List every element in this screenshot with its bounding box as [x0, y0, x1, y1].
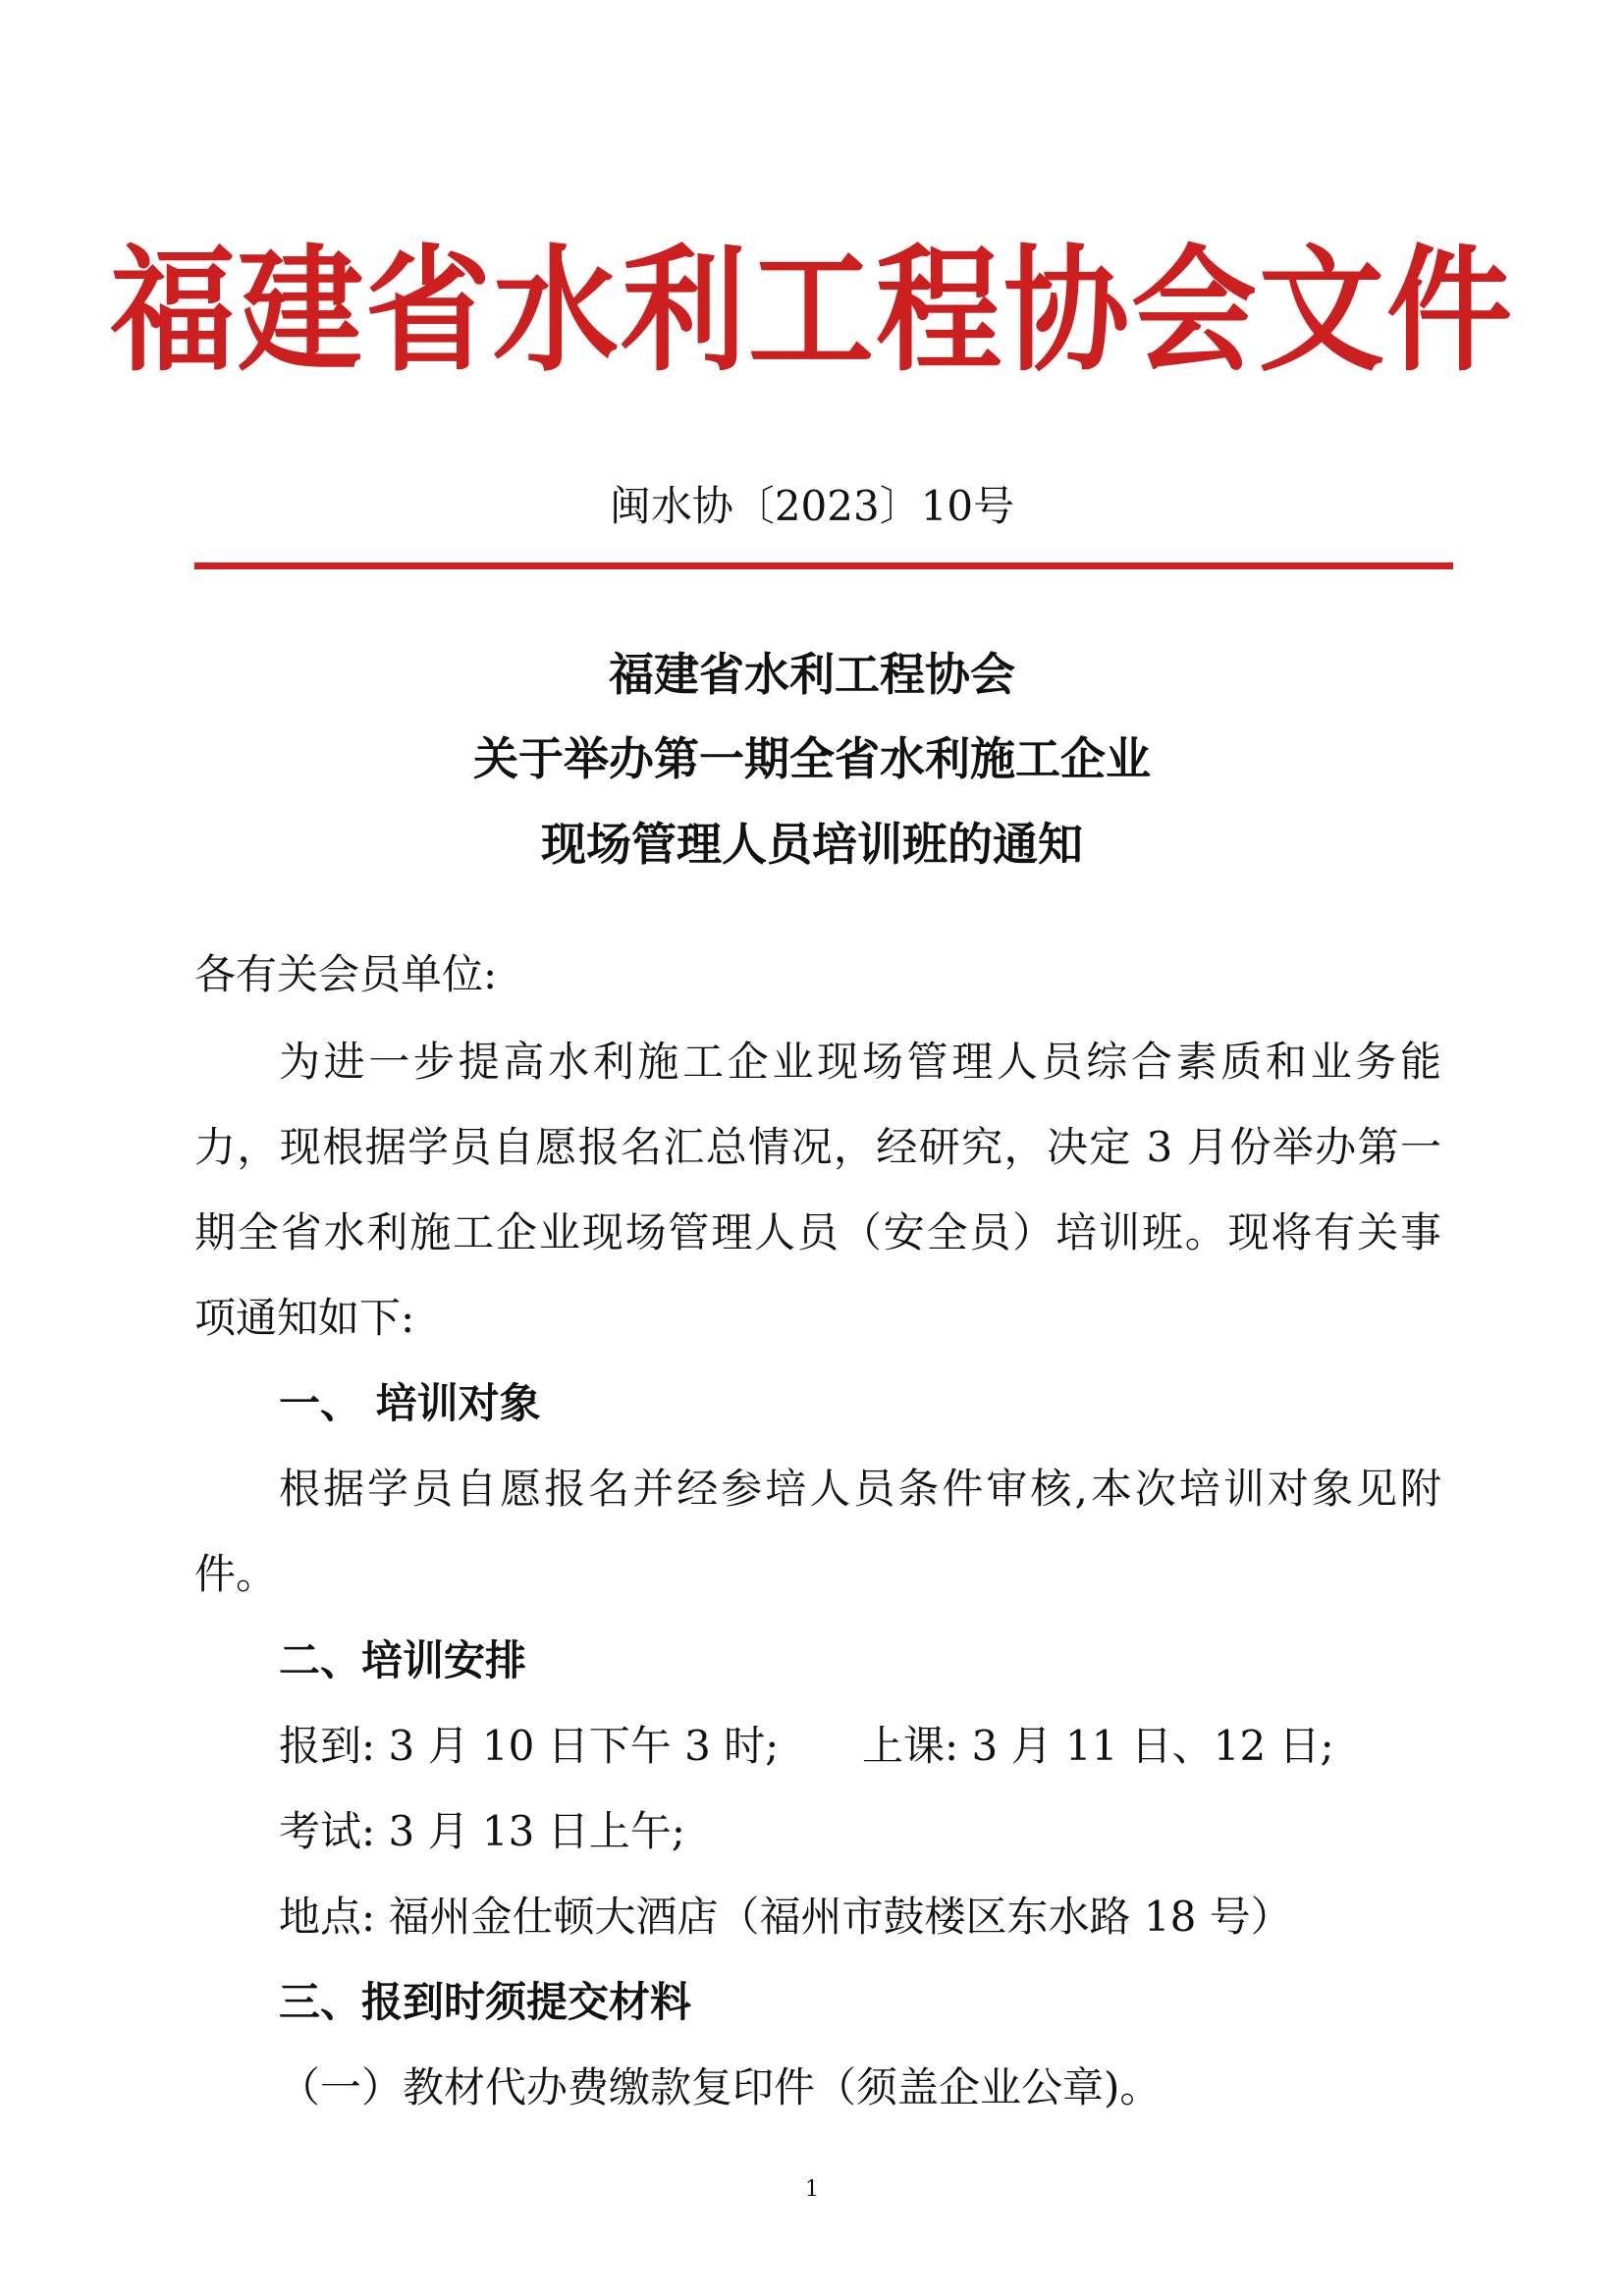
section-2-heading: 二、培训安排 [279, 1636, 527, 1684]
intro-line-4: 项通知如下: [194, 1294, 415, 1342]
section-3-heading: 三、报到时须提交材料 [279, 1978, 692, 2026]
notice-title-line-3: 现场管理人员培训班的通知 [541, 818, 1083, 871]
page-number: 1 [805, 2177, 819, 2202]
notice-title-line-1: 福建省水利工程协会 [609, 648, 1015, 701]
intro-line-1: 为进一步提高水利施工企业现场管理人员综合素质和业务能 [279, 1038, 1441, 1086]
red-divider-rule [194, 562, 1453, 569]
registration-time: 报到: 3 月 10 日下午 3 时; [279, 1722, 780, 1770]
salutation: 各有关会员单位: [194, 950, 498, 998]
exam-time: 考试: 3 月 13 日上午; [279, 1807, 685, 1855]
intro-line-2: 力，现根据学员自愿报名汇总情况，经研究，决定 3 月份举办第一 [194, 1123, 1441, 1171]
section-1-body-line-1: 根据学员自愿报名并经参培人员条件审核,本次培训对象见附 [279, 1465, 1441, 1513]
section-1-heading: 一、 培训对象 [279, 1379, 541, 1427]
section-3-item-1: （一）教材代办费缴款复印件（须盖企业公章)。 [279, 2063, 1162, 2111]
venue: 地点: 福州金仕顿大酒店（福州市鼓楼区东水路 18 号） [279, 1893, 1292, 1941]
masthead-title: 福建省水利工程协会文件 [109, 233, 1514, 391]
notice-title-line-2: 关于举办第一期全省水利施工企业 [473, 732, 1151, 785]
section-1-body-line-2: 件。 [194, 1550, 278, 1598]
intro-line-3: 期全省水利施工企业现场管理人员（安全员）培训班。现将有关事 [194, 1208, 1441, 1256]
document-number: 闽水协〔2023〕10号 [609, 482, 1015, 530]
class-dates: 上课: 3 月 11 日、12 日; [862, 1722, 1334, 1770]
